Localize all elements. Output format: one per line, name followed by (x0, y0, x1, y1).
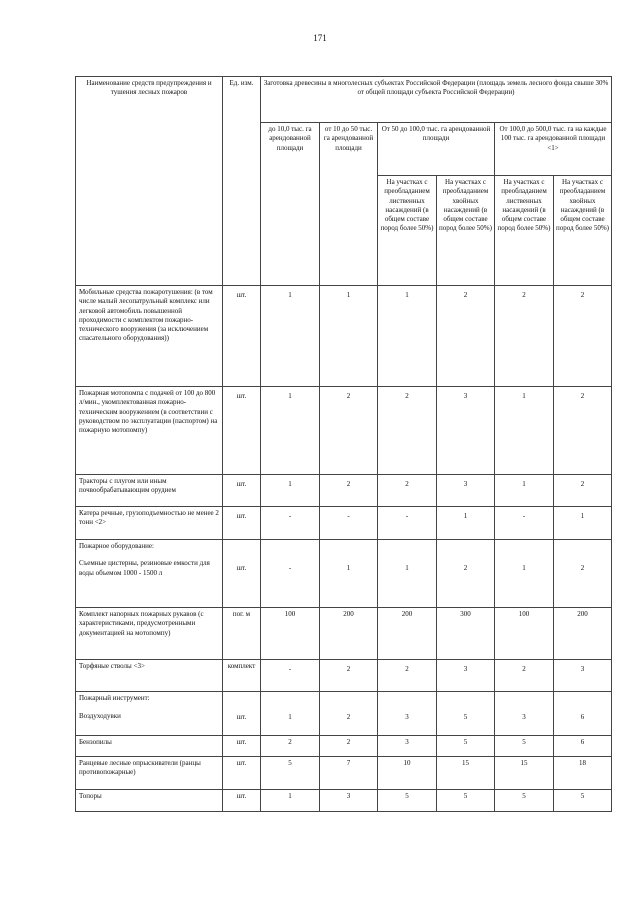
cell-value: 10 (378, 757, 437, 790)
row-name: Катера речные, грузоподъемностью не менее 2 тонн <2> (76, 507, 223, 540)
cell-value: 200 (378, 608, 437, 660)
cell-value: 3 (378, 692, 437, 736)
cell-value: 300 (437, 608, 495, 660)
row-unit: шт. (223, 790, 261, 812)
row-unit: шт. (223, 692, 261, 736)
row-unit: шт. (223, 507, 261, 540)
cell-value: 2 (495, 286, 554, 387)
cell-value: 2 (554, 387, 612, 475)
header-group-50-100: От 50 до 100,0 тыс. га арендованной площади (378, 123, 495, 176)
header-conifer-50-100: На участках с преобладанием хвойных насаждений (в общем составе пород более 50%) (437, 176, 495, 286)
cell-value: 200 (320, 608, 378, 660)
cell-value: 1 (261, 475, 320, 507)
row-name: Мобильные средства пожаротушения: (в том числе малый лесопатрульный комплекс или легковой автомобиль повышенной проходимости с комплектом пожарно-технического вооружения (за исключением спасательного оборудования)) (76, 286, 223, 387)
section-title-fire-equipment: Пожарное оборудование: (79, 542, 154, 550)
row-name: Тракторы с плугом или иным почвообрабатывающим орудием (76, 475, 223, 507)
table-row (76, 387, 612, 475)
header-conifer-100-500: На участках с преобладанием хвойных насаждений (в общем составе пород более 50%) (554, 176, 612, 286)
cell-value: 200 (554, 608, 612, 660)
cell-value: 3 (437, 660, 495, 692)
table-row (76, 507, 612, 540)
equipment-norms-table (75, 76, 612, 812)
cell-value: - (261, 507, 320, 540)
cell-value: 1 (320, 286, 378, 387)
cell-value: 1 (320, 540, 378, 608)
cell-value: 1 (261, 387, 320, 475)
cell-value: 2 (320, 736, 378, 757)
cell-value: 3 (437, 475, 495, 507)
cell-value: 5 (495, 790, 554, 812)
row-unit: шт. (223, 540, 261, 608)
cell-value: 1 (495, 387, 554, 475)
cell-value: 1 (378, 286, 437, 387)
row-unit: комплект (223, 660, 261, 692)
cell-value: 5 (261, 757, 320, 790)
cell-value: 100 (261, 608, 320, 660)
header-group-title: Заготовка древесины в многолесных субъектах Российской Федерации (площадь земель лесного фонда свыше 30% от общей площади субъекта Российской Федерации) (261, 77, 612, 123)
row-unit: шт. (223, 475, 261, 507)
header-deciduous-100-500: На участках с преобладанием лиственных насаждений (в общем составе пород более 50%) (495, 176, 554, 286)
table-row (76, 608, 612, 660)
header-group-100-500: От 100,0 до 500,0 тыс. га на каждые 100 тыс. га арендованной площади <1> (495, 123, 612, 176)
cell-value: 3 (554, 660, 612, 692)
cell-value: 7 (320, 757, 378, 790)
table-row (76, 660, 612, 692)
table-row (76, 736, 612, 757)
table-row (76, 475, 612, 507)
table-row (76, 692, 612, 736)
row-name: Воздуходувки (79, 712, 121, 721)
row-name: Бензопилы (76, 736, 223, 757)
cell-value: 3 (437, 387, 495, 475)
table-row (76, 540, 612, 608)
cell-value: - (320, 507, 378, 540)
cell-value: 2 (378, 660, 437, 692)
cell-value: 3 (320, 790, 378, 812)
row-unit: шт. (223, 736, 261, 757)
cell-value: 2 (320, 475, 378, 507)
cell-value: 1 (261, 286, 320, 387)
cell-value: - (261, 540, 320, 608)
table-row (76, 790, 612, 812)
cell-value: 2 (437, 286, 495, 387)
table-row (76, 286, 612, 387)
cell-value: 2 (320, 387, 378, 475)
cell-value: 5 (437, 692, 495, 736)
cell-value: 2 (378, 475, 437, 507)
header-name: Наименование средств предупреждения и тушения лесных пожаров (76, 77, 223, 286)
header-unit: Ед. изм. (223, 77, 261, 286)
cell-value: 2 (437, 540, 495, 608)
cell-value: 18 (554, 757, 612, 790)
cell-value: 3 (495, 692, 554, 736)
header-col-under-10: до 10,0 тыс. га арендованной площади (261, 123, 320, 286)
cell-value: 2 (554, 475, 612, 507)
cell-value: 5 (437, 736, 495, 757)
table-row (76, 757, 612, 790)
cell-value: - (495, 507, 554, 540)
cell-value: 2 (320, 692, 378, 736)
page-number: 171 (313, 33, 327, 43)
header-deciduous-50-100: На участках с преобладанием лиственных насаждений (в общем составе пород более 50%) (378, 176, 437, 286)
cell-value: 15 (437, 757, 495, 790)
cell-value: 100 (495, 608, 554, 660)
cell-value: 5 (378, 790, 437, 812)
cell-value: 2 (378, 387, 437, 475)
cell-value: 5 (495, 736, 554, 757)
cell-value: - (378, 507, 437, 540)
cell-value: 1 (495, 540, 554, 608)
cell-value: 2 (554, 286, 612, 387)
cell-value: 1 (554, 507, 612, 540)
cell-value: 1 (261, 790, 320, 812)
cell-value: 1 (261, 692, 320, 736)
cell-value: 2 (320, 660, 378, 692)
row-unit: шт. (223, 286, 261, 387)
row-name: Комплект напорных пожарных рукавов (с характеристиками, предусмотренными документацией на мотопомпу) (76, 608, 223, 660)
cell-value: 1 (437, 507, 495, 540)
row-name: Пожарная мотопомпа с подачей от 100 до 800 л/мин., укомплектованная пожарно-техническим вооружением (в соответствии с руководством по эксплуатации (паспортом) на пожарную мотопомпу) (76, 387, 223, 475)
header-col-10-50: от 10 до 50 тыс. га арендованной площади (320, 123, 378, 286)
cell-value: - (261, 660, 320, 692)
cell-value: 3 (378, 736, 437, 757)
cell-value: 1 (495, 475, 554, 507)
cell-value: 15 (495, 757, 554, 790)
cell-value: 6 (554, 692, 612, 736)
row-name: Съемные цистерны, резиновые емкости для воды объемом 1000 - 1500 л (79, 559, 210, 577)
row-unit: пог. м (223, 608, 261, 660)
cell-value: 2 (495, 660, 554, 692)
cell-value: 1 (378, 540, 437, 608)
row-name: Ранцевые лесные опрыскиватели (ранцы противопожарные) (76, 757, 223, 790)
row-unit: шт. (223, 757, 261, 790)
cell-value: 5 (437, 790, 495, 812)
cell-value: 5 (554, 790, 612, 812)
cell-value: 2 (261, 736, 320, 757)
cell-value: 2 (554, 540, 612, 608)
row-unit: шт. (223, 387, 261, 475)
row-name: Торфяные стволы <3> (76, 660, 223, 692)
row-name: Топоры (76, 790, 223, 812)
cell-value: 6 (554, 736, 612, 757)
section-title-fire-tools: Пожарный инструмент: (79, 694, 150, 702)
